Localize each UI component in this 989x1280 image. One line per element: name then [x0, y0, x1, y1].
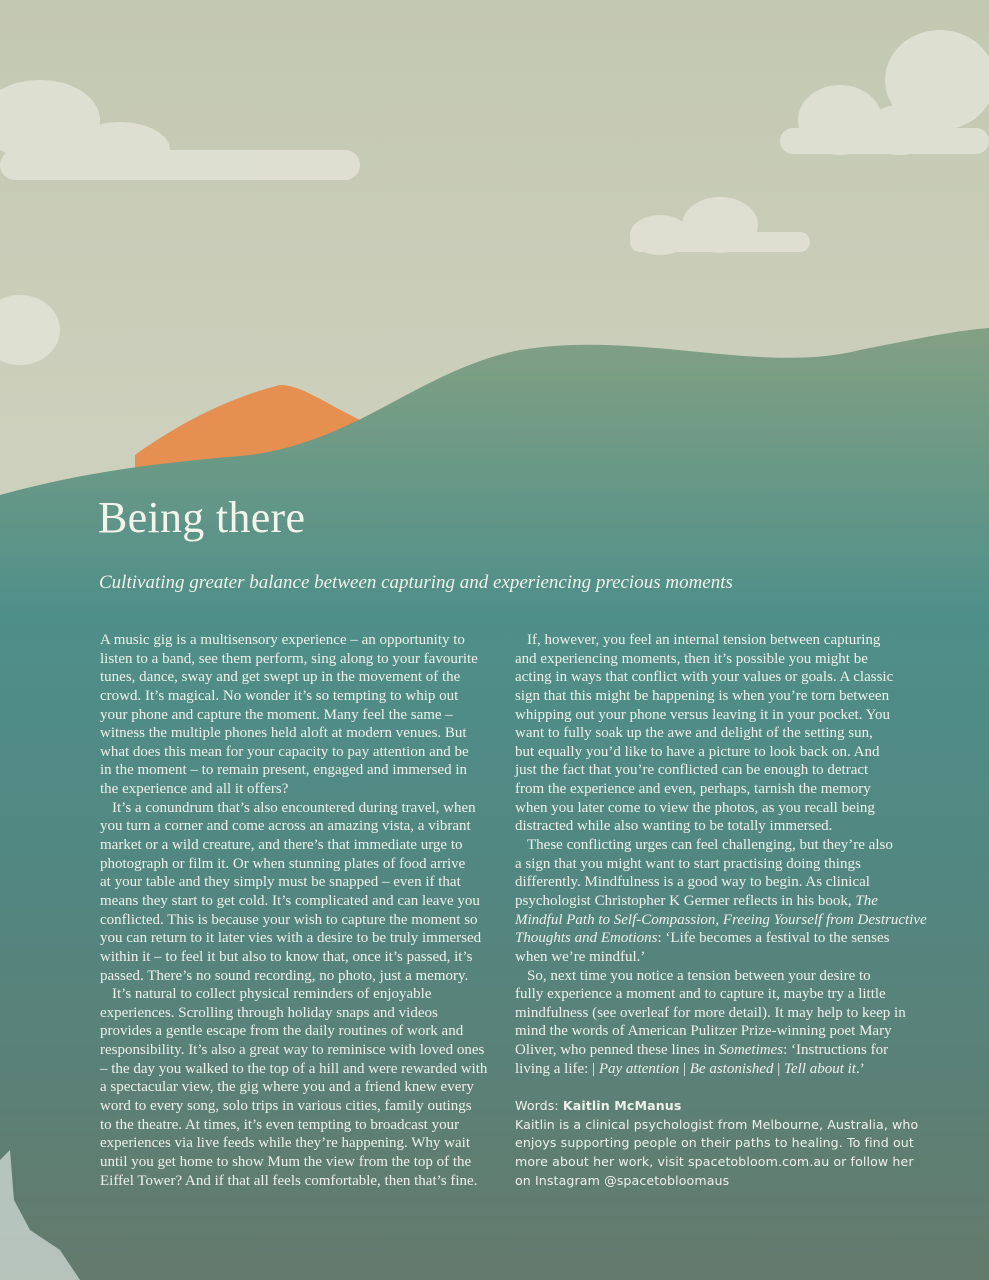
text-line: mindfulness (see overleaf for more detail). It may help to keep in	[515, 1004, 906, 1021]
paragraph	[100, 631, 500, 799]
text-line: It’s a conundrum that’s also encountered during travel, when	[112, 799, 476, 816]
italic-text: The	[855, 892, 878, 909]
article-column-left	[100, 631, 500, 1190]
text-line: a sign that you might want to start practising doing things	[515, 855, 861, 872]
text-line: from the experience and even, perhaps, tarnish the memory	[515, 781, 871, 798]
text-line: your phone and capture the moment. Many feel the same –	[100, 706, 453, 723]
text-segment: : ‘Life becomes a festival to the senses	[657, 930, 890, 947]
italic-text: Mindful Path to Self-Compassion, Freeing Yourself from Destructive	[515, 911, 927, 928]
byline-author: Kaitlin McManus	[562, 1098, 682, 1114]
text-line: but equally you’d like to have a picture to look back on. And	[515, 743, 880, 760]
article-column-right	[515, 631, 927, 1190]
paragraph	[100, 799, 500, 985]
text-line: means they start to get cold. It’s complicated and can leave you	[100, 892, 480, 909]
text-line: acting in ways that conflict with your values or goals. A classic	[515, 669, 894, 686]
italic-text: Be astonished	[689, 1060, 774, 1077]
text-line: sign that this might be happening is when you’re torn between	[515, 687, 890, 704]
text-line: in the moment – to remain present, engaged and immersed in	[100, 762, 467, 779]
text-line: at your table and they simply must be snapped – even if that	[100, 874, 461, 891]
text-line: just the fact that you’re conflicted can be enough to detract	[515, 762, 869, 779]
text-line: until you get home to show Mum the view from the top of the	[100, 1153, 472, 1170]
text-line: fully experience a moment and to capture it, maybe try a little	[515, 986, 886, 1003]
text-line: want to fully soak up the awe and delight of the setting sun,	[515, 725, 873, 742]
text-line: the experience and all it offers?	[100, 781, 289, 798]
text-line	[515, 1060, 915, 1079]
text-segment: |	[773, 1060, 785, 1077]
text-line	[515, 892, 915, 911]
text-line: – the day you walked to the top of a hill and were rewarded with	[100, 1060, 488, 1077]
text-line: passed. There’s no sound recording, no photo, just a memory.	[100, 967, 469, 984]
text-line	[515, 911, 927, 930]
article-title: Being there	[98, 493, 306, 542]
text-line: whipping out your phone versus leaving it in your pocket. You	[515, 706, 890, 723]
text-line: listen to a band, see them perform, sing along to your favourite	[100, 650, 478, 667]
text-line: responsibility. It’s also a great way to reminisce with loved ones	[100, 1042, 485, 1059]
italic-text: Tell about it	[784, 1060, 856, 1077]
text-line	[515, 929, 915, 948]
text-line: what does this mean for your capacity to pay attention and be	[100, 743, 469, 760]
text-line: witness the multiple phones held aloft at modern venues. But	[100, 725, 467, 742]
paragraph	[515, 631, 915, 836]
text-line: and experiencing moments, then it’s possible you might be	[515, 650, 868, 667]
text-line: differently. Mindfulness is a good way to begin. As clinical	[515, 874, 870, 891]
text-line: photograph or film it. Or when stunning plates of food arrive	[100, 855, 466, 872]
text-segment: psychologist Christopher K Germer reflects in his book,	[515, 892, 856, 909]
text-line: mind the words of American Pulitzer Prize-winning poet Mary	[515, 1023, 892, 1040]
italic-text: Sometimes	[718, 1042, 784, 1059]
byline	[515, 1097, 919, 1190]
text-line: you can return to it later vies with a desire to be truly immersed	[100, 930, 482, 947]
text-segment: : ‘Instructions for	[783, 1042, 889, 1059]
bio-line: more about her work, visit spacetobloom.com.au or follow her	[515, 1153, 914, 1169]
paragraph	[100, 985, 500, 1190]
text-line: These conflicting urges can feel challenging, but they’re also	[527, 837, 893, 854]
text-line: It’s natural to collect physical reminders of enjoyable	[112, 986, 432, 1003]
text-line: Eiffel Tower? And if that all feels comfortable, then that’s fine.	[100, 1172, 478, 1189]
text-segment: living a life: |	[515, 1060, 599, 1077]
text-line: to the theatre. At times, it’s even tempting to broadcast your	[100, 1116, 460, 1133]
italic-text: Thoughts and Emotions	[515, 930, 658, 947]
text-line: within it – to feel it but also to know that, once it’s passed, it’s	[100, 948, 473, 965]
text-line	[515, 1041, 915, 1060]
text-line: word to every song, solo trips in various cities, family outings	[100, 1098, 472, 1115]
bio-line: enjoys supporting people on their paths to healing. To find out	[515, 1135, 914, 1151]
text-segment: .’	[855, 1060, 865, 1077]
text-line: A music gig is a multisensory experience – an opportunity to	[100, 632, 465, 648]
bio-line: on Instagram @spacetobloomaus	[515, 1172, 730, 1188]
text-segment: |	[679, 1060, 690, 1077]
text-line: a spectacular view, the gig where you and a friend knew every	[100, 1079, 474, 1096]
text-line: when we’re mindful.’	[515, 948, 646, 965]
text-line: distracted while also wanting to be totally immersed.	[515, 818, 833, 835]
bio-line: Kaitlin is a clinical psychologist from Melbourne, Australia, who	[515, 1116, 919, 1132]
article-subtitle: Cultivating greater balance between capturing and experiencing precious moments	[99, 572, 733, 593]
text-line: tunes, dance, sway and get swept up in the movement of the	[100, 669, 461, 686]
paragraph	[515, 967, 915, 1079]
text-line: market or a wild creature, and there’s that immediate urge to	[100, 837, 463, 854]
text-line: If, however, you feel an internal tension between capturing	[527, 632, 881, 648]
text-line: when you later come to view the photos, as you recall being	[515, 799, 875, 816]
byline-label: Words:	[515, 1098, 563, 1114]
text-line: experiences. Scrolling through holiday snaps and videos	[100, 1004, 438, 1021]
text-line: conflicted. This is because your wish to capture the moment so	[100, 911, 478, 928]
text-line: you turn a corner and come across an amazing vista, a vibrant	[100, 818, 471, 835]
text-line: So, next time you notice a tension between your desire to	[527, 967, 871, 984]
text-line: experiences via live feeds while they’re happening. Why wait	[100, 1135, 470, 1152]
text-segment: Oliver, who penned these lines in	[515, 1042, 719, 1059]
paragraph	[515, 836, 927, 966]
italic-text: Pay attention	[598, 1060, 680, 1077]
text-line: crowd. It’s magical. No wonder it’s so tempting to whip out	[100, 687, 459, 704]
text-line: provides a gentle escape from the daily routines of work and	[100, 1023, 464, 1040]
